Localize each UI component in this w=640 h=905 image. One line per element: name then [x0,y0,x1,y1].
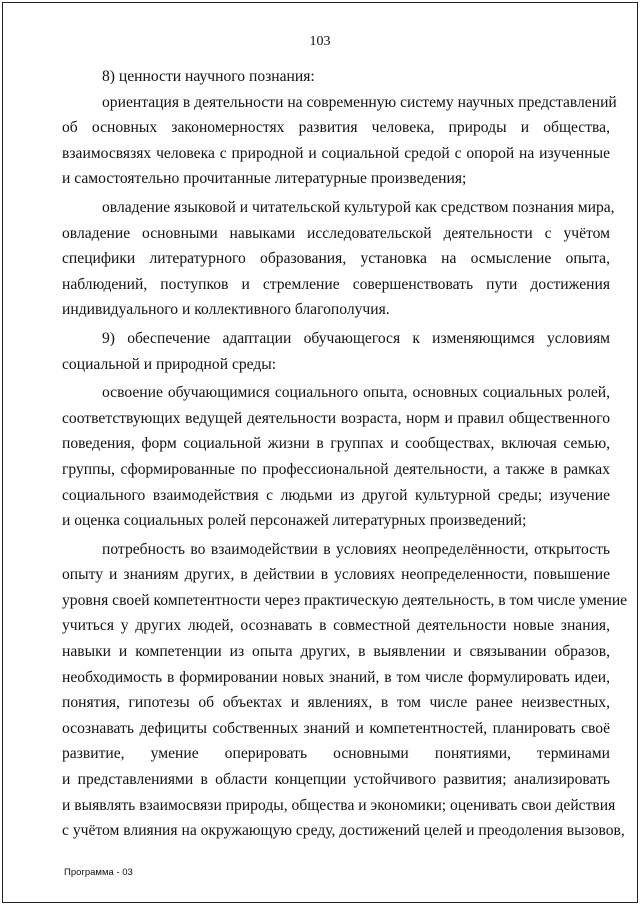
section-heading: 8) ценности научного познания: [102,68,315,85]
text-line: социального взаимодействия с людьми из другой культурной среды; изучение [62,486,610,504]
text-line: соответствующих ведущей деятельности возраста, норм и правил общественного [62,409,610,427]
text-line: наблюдений, поступков и стремление совершенствовать пути достижения [62,275,610,293]
text-line: специфики литературного образования, установка на осмысление опыта, [62,250,610,268]
text-line: потребность во взаимодействии в условиях неопределённости, открытость [102,540,610,558]
text-line: группы, сформированные по профессиональной деятельности, а также в рамках [62,460,610,478]
text-line: индивидуального и коллективного благополучия. [62,301,390,319]
text-line: и оценка социальных ролей персонажей литературных произведений; [62,512,527,530]
text-line: с учётом влияния на окружающую среду, достижений целей и преодоления вызовов, [62,822,625,840]
text-line: навыки и компетенции из опыта других, в выявлении и связывании образов, [62,643,610,661]
text-line: и представлениями в области концепции устойчивого развития; анализировать [62,771,610,789]
text-line: ориентация в деятельности на современную систему научных представлений [102,93,617,111]
text-line: уровня своей компетентности через практическую деятельность, в том числе умение [62,591,628,609]
text-line: необходимость в формировании новых знаний, в том числе формулировать идеи, [62,668,610,686]
page-number: 103 [309,34,331,49]
text-line: опыту и знаниям других, в действии в условиях неопределенности, повышение [62,566,610,584]
text-line: поведения, форм социальной жизни в группах и сообществах, включая семью, [62,435,610,453]
text-line: взаимосвязях человека с природной и социальной средой с опорой на изученные [62,144,610,162]
text-line: развитие, умение оперировать основными понятиями, терминами [62,745,610,763]
text-line: и самостоятельно прочитанные литературные произведения; [62,170,467,188]
text-line: понятия, гипотезы об объектах и явлениях, в том числе ранее неизвестных, [62,694,610,712]
text-line: освоение обучающимися социального опыта, основных социальных ролей, [102,384,610,402]
text-line: и выявлять взаимосвязи природы, общества и экономики; оценивать свои действия [62,796,616,814]
text-line: осознавать дефициты собственных знаний и компетентностей, планировать своё [62,719,610,737]
text-line: учиться у других людей, осознавать в совместной деятельности новые знания, [62,617,610,635]
footer-label: Программа - 03 [64,867,133,878]
text-line: овладение основными навыками исследовательской деятельности с учётом [62,224,610,242]
document-body [62,64,628,844]
text-line: овладение языковой и читательской культурой как средством познания мира, [102,198,615,216]
text-line: об основных закономерностях развития человека, природы и общества, [62,119,610,137]
section-heading: 9) обеспечение адаптации обучающегося к изменяющимся условиям [102,329,610,347]
text-line: социальной и природной среды: [62,355,277,373]
